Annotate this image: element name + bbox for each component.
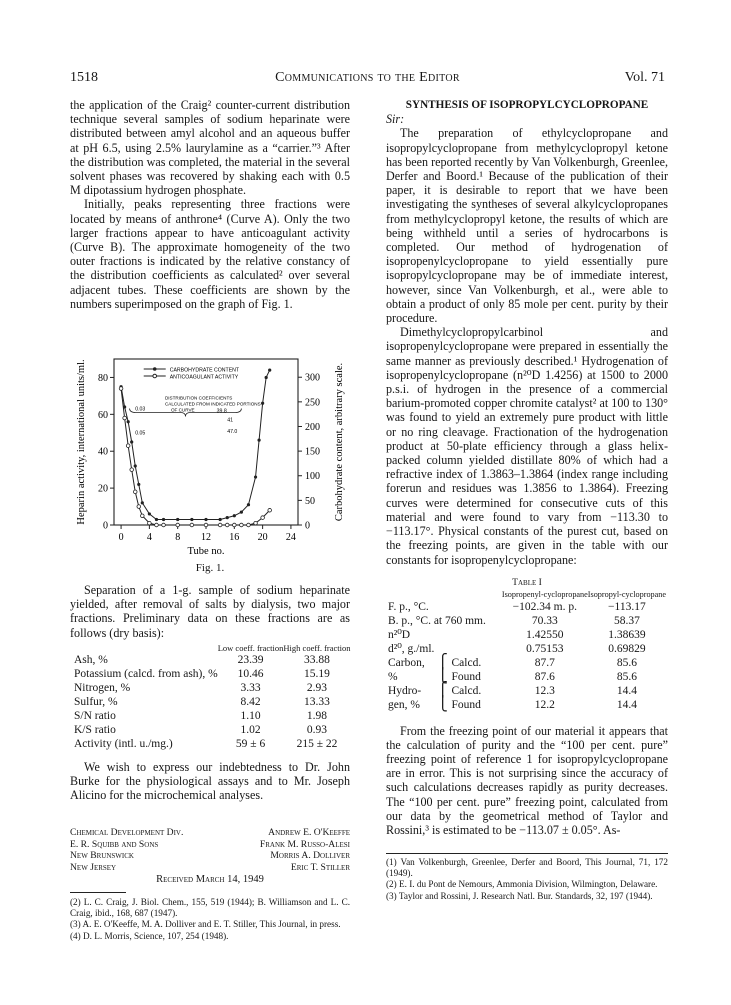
brace-glyph: ⎩ bbox=[434, 668, 452, 684]
cell-value: 85.6 bbox=[616, 656, 637, 669]
author-name: Frank M. Russo-Alesi bbox=[259, 838, 350, 850]
legend-label: ANTICOAGULANT ACTIVITY bbox=[169, 374, 239, 381]
paragraph: The preparation of ethylcyclopropane and isopropylcyclopropane from methylcyclopropyl ketone has been reported recently by Van Volkenburgh, Greenlee, Derfer and Boord.¹ Because of the publication of their paper, it is desirable to report that we have been investigating the syntheses of several alkylcyclopropanes from methylcyclopropyl ketone, the results of which are being withheld until a series of hydrocarbons is completed. Our method of hydrogenation of isopropenylcyclopropane to yield essentially pure isopropylcyclopropane may be of immediate interest, however, since Van Volkenburgh, et al., were able to obtain a product of only 85 mole per cent. purity by their procedure. bbox=[386, 126, 668, 326]
data-point-carbohydrate bbox=[265, 376, 268, 379]
received-date: Received March 14, 1949 bbox=[156, 874, 264, 885]
row-label bbox=[388, 670, 502, 684]
data-point-anticoagulant bbox=[218, 523, 222, 527]
data-point-anticoagulant bbox=[261, 516, 265, 520]
paragraph: the application of the Craig² counter-current distribution technique several samples of sodium heparinate were distributed between amyl alcohol and an aqueous buffer at pH 6.5, using 2.5% laurylamine as a “carrier.”³ After the distribution was completed, the material in the several solvent phases was recovered by shaking each with 0.5 M dipotassium hydrogen phosphate. bbox=[70, 98, 350, 198]
data-point-carbohydrate bbox=[130, 440, 133, 443]
brace-glyph: ⎧ bbox=[434, 682, 452, 698]
footnote: (2) E. I. du Pont de Nemours, Ammonia Division, Wilmington, Delaware. bbox=[386, 879, 658, 890]
data-point-anticoagulant bbox=[137, 505, 141, 509]
cell-value: 0.93 bbox=[306, 723, 328, 736]
y-left-tick-label: 20 bbox=[98, 483, 108, 495]
data-point-anticoagulant bbox=[190, 523, 194, 527]
coefficient-label: 0.03 bbox=[135, 406, 146, 413]
table-title: Table I bbox=[512, 576, 542, 588]
footnote: (4) D. L. Morris, Science, 107, 254 (1948). bbox=[70, 930, 229, 941]
paragraph: Initially, peaks representing three fractions were located by means of anthrone⁴ (Curve A). Only the two larger fractions appear to have anticoagulant activity (Curve B). The approximate homogeneity of the two outer fractions is indicated by the relative constancy of the distribution coefficients as calculated² over several adjacent tubes. These coefficients are shown by the numbers superimposed on the graph of Fig. 1. bbox=[70, 197, 350, 311]
row-label-text: d²⁰, g./ml. bbox=[388, 642, 435, 655]
author-name: Eric T. Stiller bbox=[290, 861, 350, 873]
cell-value: 0.75153 bbox=[526, 642, 564, 655]
cell-value: 1.42550 bbox=[526, 628, 564, 641]
data-point-anticoagulant bbox=[162, 523, 166, 527]
x-tick-label: 12 bbox=[201, 532, 211, 543]
right-column bbox=[386, 98, 668, 837]
salutation: Sir: bbox=[386, 112, 405, 127]
footnote: (2) L. C. Craig, J. Biol. Chem., 155, 519 (1944); B. Williamson and L. C. Craig, ibid., 168, 687 (1947). bbox=[70, 897, 350, 919]
table-row bbox=[74, 723, 351, 737]
brace-glyph: ⎧ bbox=[434, 654, 452, 670]
y-right-tick-label: 200 bbox=[305, 421, 320, 433]
brace-glyph: ⎩ bbox=[434, 696, 452, 712]
row-label: Potassium (calcd. from ash), % bbox=[74, 667, 218, 680]
figure-1-chart bbox=[70, 353, 350, 573]
right-footnotes bbox=[386, 857, 668, 902]
data-point-carbohydrate bbox=[148, 512, 151, 515]
data-point-carbohydrate bbox=[155, 518, 158, 521]
author-name: Andrew E. O'Keeffe bbox=[268, 827, 350, 838]
data-point-anticoagulant bbox=[233, 523, 237, 527]
cell-value: 1.38639 bbox=[608, 628, 646, 641]
cell-value: 0.69829 bbox=[608, 642, 646, 655]
data-point-anticoagulant bbox=[123, 416, 127, 420]
paragraph: Dimethylcyclopropylcarbinol and isopropenylcyclopropane were prepared in essentially the same manner as previously described.¹ Hydrogenation of isopropenylcyclopropane (n²⁰D 1.4256) at 1500 to 2000 p.s.i. of hydrogen in the presence of a commercial barium-promoted copper chromite catalyst² at 100 to 130° was found to yield an extremely pure product with little or no ring cleavage. Fractionation of the hydrogenation product at 50-plate efficiency through a glass helix-packed column yielded distillate 80% of which had a refractive index of 1.3863–1.3864 (index range including forerun and residues was 1.3856 to 1.3864). Freezing curves were determined for consecutive cuts of this material and were found to vary from −113.30 to −113.17°. Physical constants of the purest cut, based on the freezing points, are given in the table with our constants for isopropenylcyclopropane: bbox=[386, 325, 668, 567]
table-row bbox=[388, 684, 666, 698]
cell-value: 8.42 bbox=[240, 695, 261, 708]
y-right-tick-label: 300 bbox=[305, 372, 320, 384]
data-point-anticoagulant bbox=[133, 490, 137, 494]
cell-value: 1.02 bbox=[240, 723, 261, 736]
table-row bbox=[74, 681, 351, 695]
table-row bbox=[388, 614, 666, 628]
data-point-anticoagulant bbox=[254, 521, 258, 525]
data-point-carbohydrate bbox=[268, 368, 271, 371]
data-point-anticoagulant bbox=[225, 523, 229, 527]
x-tick-label: 4 bbox=[146, 532, 152, 543]
annotation-text: DISTRIBUTION COEFFICIENTS CALCULATED FROM INDICATED PORTIONS OF CURVE bbox=[164, 395, 261, 413]
table-header: Isopropyl-cyclopropane bbox=[587, 589, 666, 599]
row-label-text: gen, % bbox=[388, 698, 420, 711]
data-point-carbohydrate bbox=[240, 510, 243, 513]
row-label bbox=[388, 698, 502, 712]
table-row bbox=[74, 653, 351, 667]
row-label bbox=[388, 628, 502, 642]
footnote: (3) Taylor and Rossini, J. Research Natl. Bur. Standards, 32, 197 (1944). bbox=[386, 890, 653, 901]
data-point-anticoagulant bbox=[148, 521, 152, 525]
left-column-intro bbox=[70, 98, 350, 311]
legend-marker-carbohydrate bbox=[153, 367, 157, 371]
row-label-text: B. p., °C. at 760 mm. bbox=[388, 614, 486, 627]
cell-value: 15.19 bbox=[304, 667, 330, 680]
footnote-rule bbox=[386, 853, 668, 854]
data-point-carbohydrate bbox=[204, 518, 207, 521]
legend-label: CARBOHYDRATE CONTENT bbox=[169, 367, 240, 374]
row-label-text: % bbox=[388, 670, 398, 683]
author-name: Morris A. Dolliver bbox=[270, 850, 350, 861]
row-sublabel: Calcd. bbox=[451, 684, 482, 697]
left-footnotes bbox=[70, 897, 350, 942]
y-right-tick-label: 100 bbox=[305, 471, 320, 483]
coefficient-label: 41 bbox=[227, 417, 234, 424]
row-label bbox=[388, 656, 502, 670]
cell-value: −102.34 m. p. bbox=[512, 600, 577, 613]
coefficient-label: 0.05 bbox=[135, 430, 146, 437]
data-point-carbohydrate bbox=[247, 503, 250, 506]
row-label bbox=[388, 614, 502, 628]
table-row bbox=[388, 628, 666, 642]
footnote-rule bbox=[70, 892, 126, 893]
cell-value: 70.33 bbox=[531, 614, 558, 627]
x-tick-label: 24 bbox=[285, 532, 296, 543]
cell-value: 1.10 bbox=[240, 709, 261, 722]
row-label: Nitrogen, % bbox=[74, 681, 131, 694]
y-left-tick-label: 0 bbox=[103, 520, 108, 532]
row-label bbox=[388, 642, 502, 656]
running-header bbox=[70, 70, 665, 92]
x-tick-label: 20 bbox=[257, 532, 268, 543]
table-row bbox=[74, 709, 351, 723]
data-point-anticoagulant bbox=[155, 523, 159, 527]
table-row bbox=[388, 600, 666, 614]
cell-value: 14.4 bbox=[616, 698, 637, 711]
y-right-axis-label: Carbohydrate content, arbitrary scale. bbox=[334, 362, 345, 522]
y-left-tick-label: 80 bbox=[98, 372, 108, 384]
y-right-tick-label: 150 bbox=[305, 446, 320, 458]
x-tick-label: 8 bbox=[175, 532, 181, 543]
cell-value: 10.46 bbox=[237, 667, 264, 680]
cell-value: 13.33 bbox=[304, 695, 330, 708]
data-point-anticoagulant bbox=[126, 444, 130, 448]
data-point-carbohydrate bbox=[257, 439, 260, 442]
signature-block bbox=[70, 827, 350, 886]
running-title: Communications to the Editor bbox=[275, 70, 460, 85]
paragraph: Separation of a 1-g. sample of sodium heparinate yielded, after removal of salts by dialysis, two major fractions. Preliminary data on these fractions are as follows (dry basis): bbox=[70, 583, 350, 640]
table-header: High coeff. fraction bbox=[283, 642, 351, 653]
cell-value: 87.7 bbox=[534, 656, 555, 669]
data-point-anticoagulant bbox=[176, 523, 180, 527]
data-point-carbohydrate bbox=[261, 402, 264, 405]
cell-value: 1.98 bbox=[306, 709, 328, 722]
x-axis-label: Tube no. bbox=[187, 546, 225, 557]
cell-value: 12.3 bbox=[534, 684, 555, 697]
data-point-anticoagulant bbox=[204, 523, 208, 527]
y-left-axis-label: Heparin activity, international units/ml. bbox=[76, 359, 87, 525]
row-sublabel: Calcd. bbox=[451, 656, 482, 669]
page-number: 1518 bbox=[70, 70, 98, 85]
table-row bbox=[388, 642, 666, 656]
data-point-anticoagulant bbox=[247, 523, 251, 527]
data-point-carbohydrate bbox=[219, 518, 222, 521]
footnote: (3) A. E. O'Keeffe, M. A. Dolliver and E. T. Stiller, This Journal, in press. bbox=[70, 919, 341, 930]
data-point-carbohydrate bbox=[226, 516, 229, 519]
table-row bbox=[388, 698, 666, 712]
article-title: SYNTHESIS OF ISOPROPYLCYCLOPROPANE bbox=[405, 99, 649, 111]
cell-value: 33.88 bbox=[304, 653, 330, 666]
data-point-carbohydrate bbox=[233, 514, 236, 517]
x-tick-label: 16 bbox=[229, 532, 240, 543]
coefficient-label: 39.8 bbox=[216, 408, 227, 415]
cell-value: 12.2 bbox=[534, 698, 555, 711]
paragraph: We wish to express our indebtedness to Dr. John Burke for the physiological assays and to Mr. Joseph Alicino for the microchemical analyses. bbox=[70, 759, 350, 803]
data-point-anticoagulant bbox=[130, 468, 134, 472]
table-header: Low coeff. fraction bbox=[217, 642, 284, 653]
cell-value: 23.39 bbox=[237, 653, 264, 666]
affiliation: New Brunswick bbox=[70, 850, 134, 861]
affiliation: New Jersey bbox=[70, 861, 117, 873]
data-point-anticoagulant bbox=[268, 508, 272, 512]
footnote: (1) Van Volkenburgh, Greenlee, Derfer and Boord, This Journal, 71, 172 (1949). bbox=[386, 857, 668, 879]
affiliation: Chemical Development Div. bbox=[70, 827, 184, 838]
y-left-tick-label: 60 bbox=[98, 409, 108, 421]
data-point-carbohydrate bbox=[254, 475, 257, 478]
table-row bbox=[74, 667, 351, 681]
cell-value: 3.33 bbox=[240, 681, 261, 694]
cell-value: 2.93 bbox=[306, 681, 328, 694]
data-point-carbohydrate bbox=[141, 501, 144, 504]
row-label-text: n²⁰D bbox=[388, 628, 411, 641]
row-label: K/S ratio bbox=[74, 723, 116, 736]
data-point-anticoagulant bbox=[240, 523, 244, 527]
fractions-table bbox=[74, 644, 351, 751]
data-point-anticoagulant bbox=[141, 514, 145, 518]
cell-value: 59 ± 6 bbox=[235, 737, 266, 750]
left-column-fractions bbox=[70, 583, 350, 802]
affiliation: E. R. Squibb and Sons bbox=[70, 838, 159, 850]
cell-value: −113.17 bbox=[608, 600, 646, 613]
data-point-carbohydrate bbox=[176, 518, 179, 521]
row-sublabel: Found bbox=[451, 698, 481, 711]
volume-number: Vol. 71 bbox=[624, 70, 665, 85]
coefficient-label: 47.0 bbox=[227, 428, 238, 435]
table-1 bbox=[388, 591, 666, 712]
row-label: Activity (intl. u./mg.) bbox=[74, 737, 173, 750]
y-left-tick-label: 40 bbox=[98, 446, 108, 458]
cell-value: 58.37 bbox=[613, 614, 640, 627]
table-row bbox=[74, 695, 351, 709]
paragraph: From the freezing point of our material it appears that the calculation of purity and the “100 per cent. pure” freezing point of reference 1 for isopropylcyclopropane are in error. This is not surprising since the accuracy of such calculations decreases rapidly as purity decreases. The “100 per cent. pure” freezing point, calculated from our data by the geometrical method of Taylor and Rossini,³ is estimated to be −113.07 ± 0.05°. As- bbox=[386, 723, 668, 837]
row-label: S/N ratio bbox=[74, 709, 116, 722]
data-point-carbohydrate bbox=[134, 464, 137, 467]
cell-value: 215 ± 22 bbox=[296, 737, 338, 750]
data-point-anticoagulant bbox=[119, 387, 123, 391]
row-sublabel: Found bbox=[451, 670, 481, 683]
data-point-carbohydrate bbox=[137, 483, 140, 486]
row-label: Sulfur, % bbox=[74, 695, 118, 708]
series-line-carbohydrate bbox=[121, 367, 270, 519]
table-row bbox=[388, 670, 666, 684]
row-label-text: Hydro- bbox=[388, 684, 422, 697]
legend-marker-anticoagulant bbox=[153, 374, 157, 378]
cell-value: 87.6 bbox=[534, 670, 555, 683]
data-point-carbohydrate bbox=[127, 420, 130, 423]
row-label bbox=[388, 684, 502, 698]
data-point-carbohydrate bbox=[162, 518, 165, 521]
data-point-carbohydrate bbox=[190, 518, 193, 521]
table-row bbox=[388, 656, 666, 670]
table-row bbox=[74, 737, 351, 751]
cell-value: 14.4 bbox=[616, 684, 637, 697]
row-label-text: F. p., °C. bbox=[388, 600, 429, 613]
y-right-tick-label: 250 bbox=[305, 397, 320, 409]
y-right-tick-label: 50 bbox=[305, 495, 315, 507]
cell-value: 85.6 bbox=[616, 670, 637, 683]
figure-caption: Fig. 1. bbox=[195, 562, 225, 574]
row-label bbox=[388, 600, 502, 614]
row-label-text: Carbon, bbox=[388, 656, 425, 669]
row-label: Ash, % bbox=[74, 653, 108, 666]
table-header bbox=[74, 644, 218, 653]
x-tick-label: 0 bbox=[118, 532, 124, 543]
table-header: Isopropenyl-cyclopropane bbox=[501, 589, 588, 599]
y-right-tick-label: 0 bbox=[305, 520, 310, 532]
